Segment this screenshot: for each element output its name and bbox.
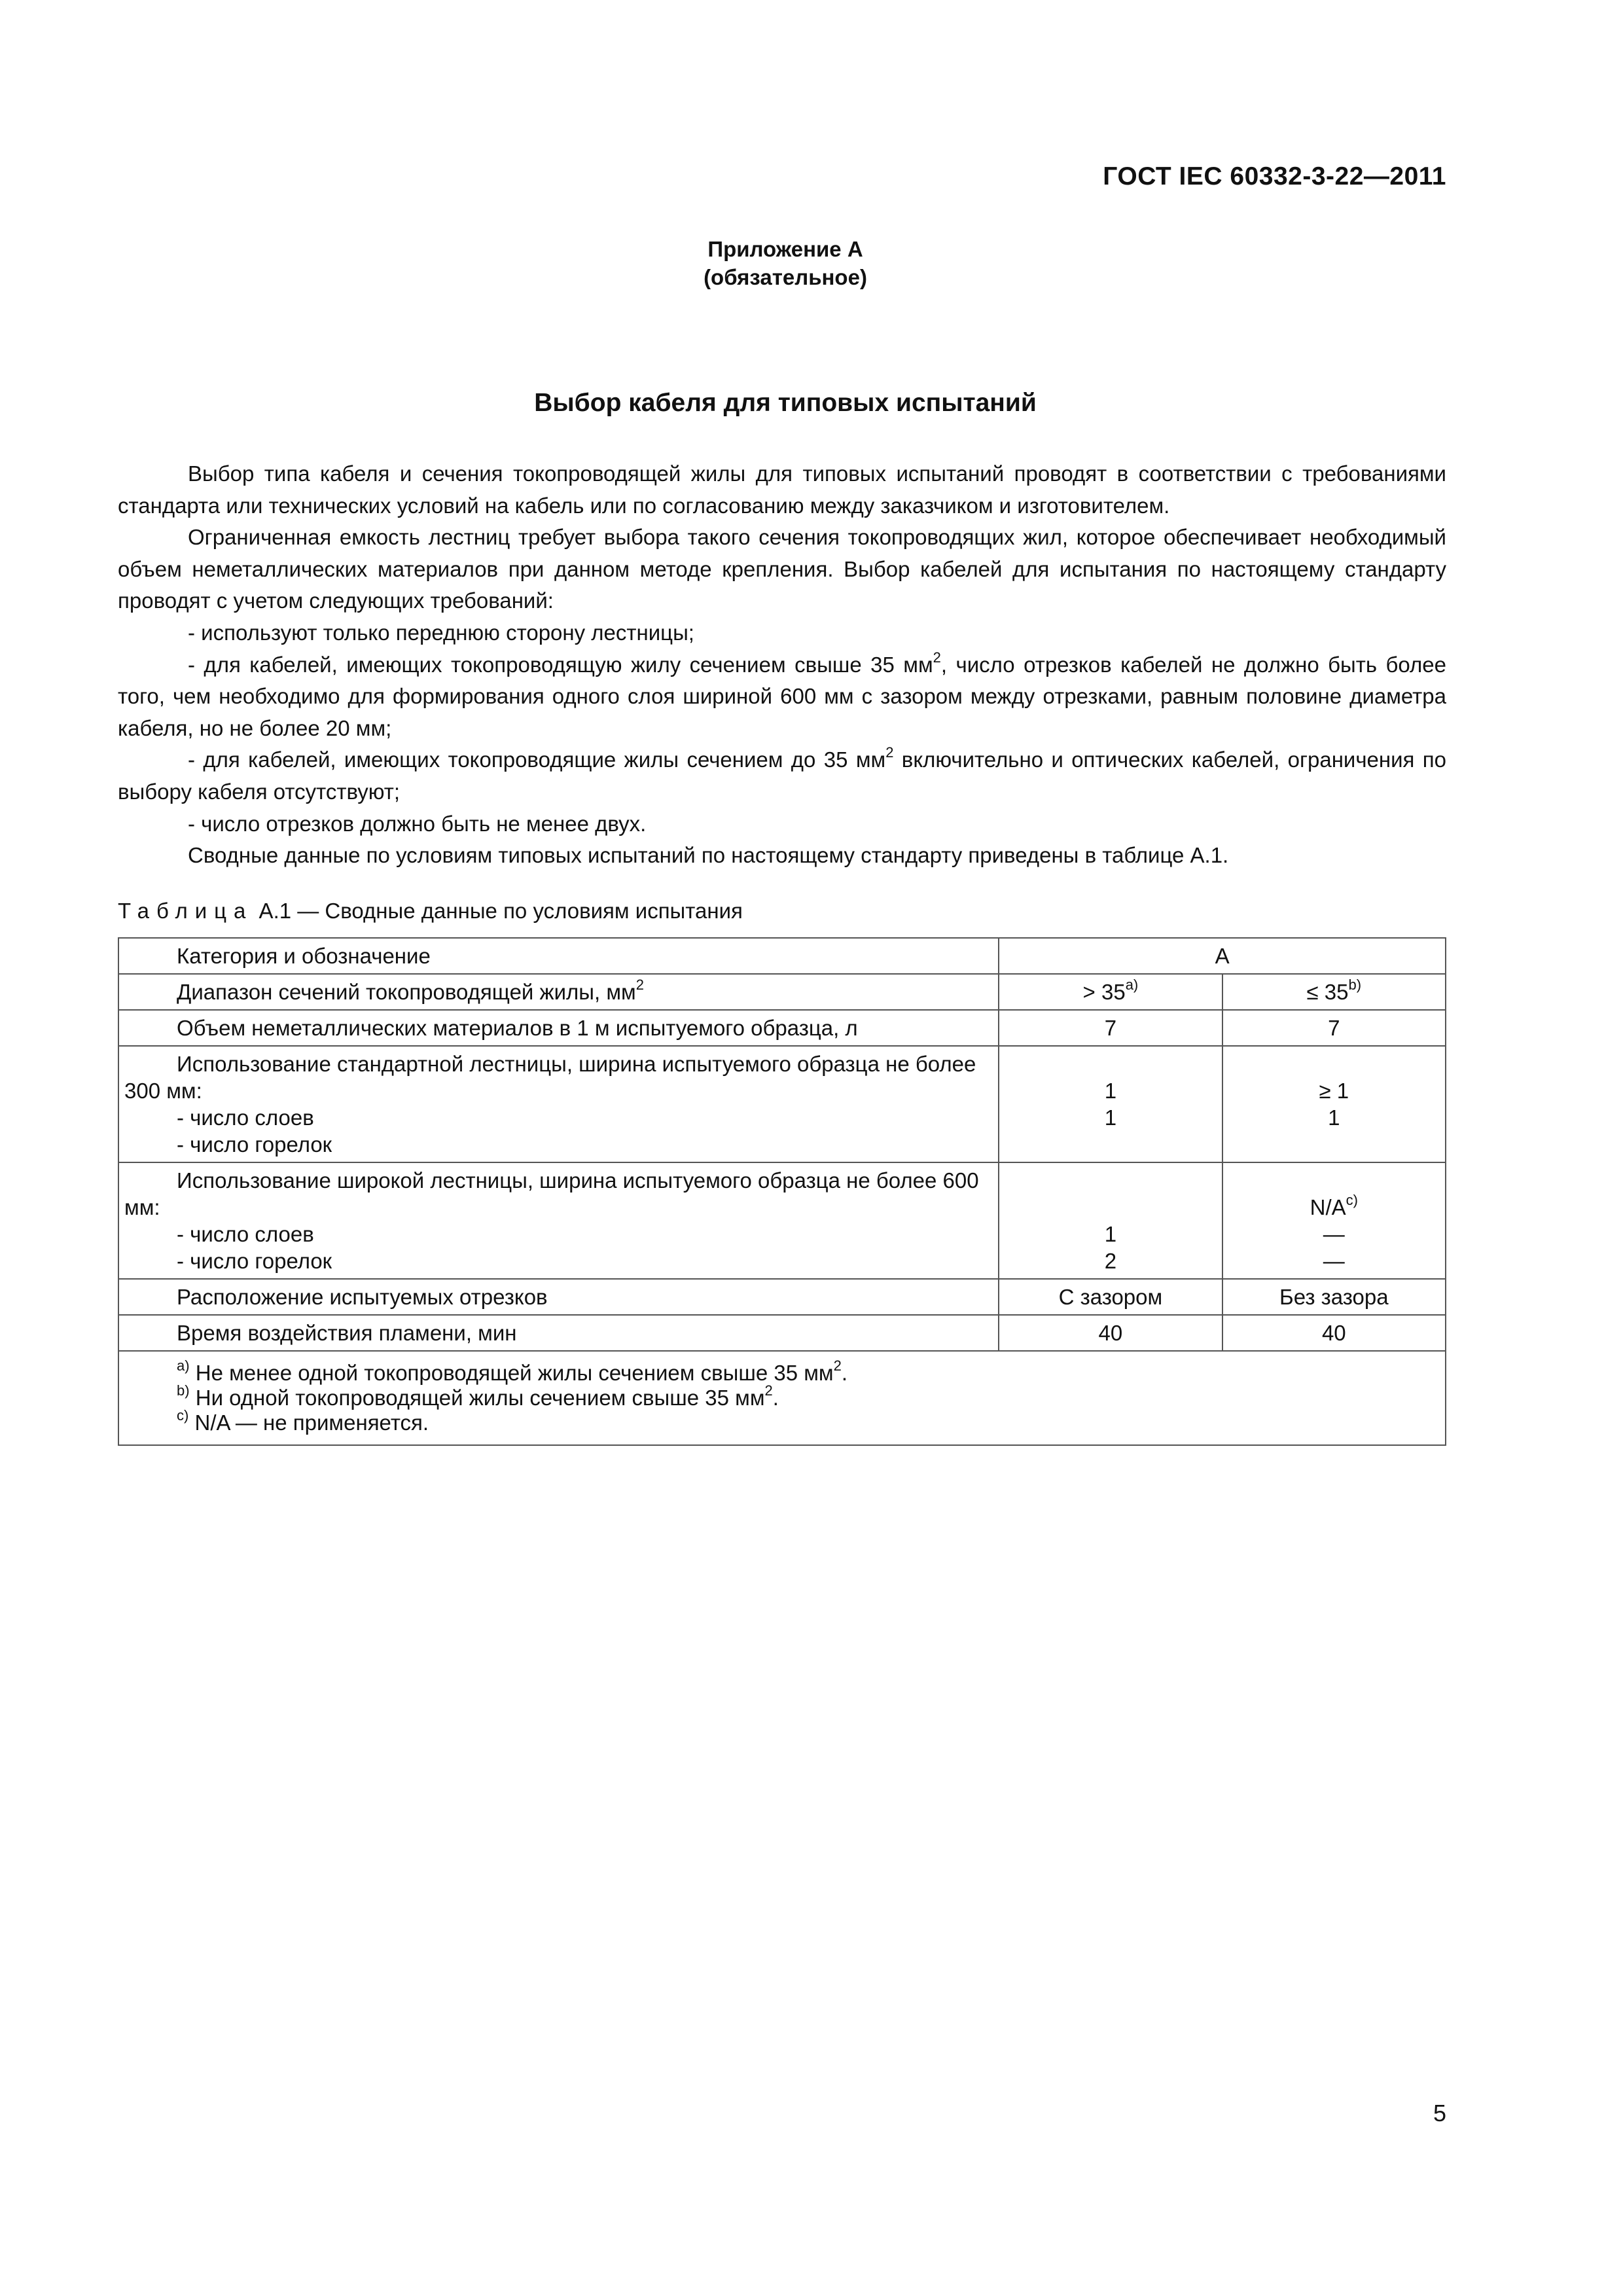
cell-value: 1 [1328, 1105, 1340, 1130]
footnote [177, 1382, 1440, 1410]
annex-status: (обязательное) [704, 265, 867, 289]
annex-title: Приложение А [707, 237, 863, 261]
table-cell [999, 1046, 1222, 1162]
cell-value: ≥ 1 [1319, 1079, 1349, 1103]
list-item: - число отрезков должно быть не менее двух. [188, 811, 647, 836]
footnote-ref: a) [1125, 977, 1139, 993]
text: ≤ 35 [1306, 980, 1349, 1004]
table-cell [118, 974, 999, 1010]
cell-value: 1 [1104, 1105, 1117, 1130]
page-number: 5 [1433, 2100, 1446, 2126]
table-cell [1222, 974, 1446, 1010]
table-cell [1222, 1046, 1446, 1162]
list-item [118, 744, 1446, 808]
table-cell [118, 1162, 999, 1279]
cell-value: 1 [1104, 1222, 1117, 1246]
table-cell [999, 974, 1222, 1010]
table-cell [118, 1315, 999, 1351]
table-cell [118, 1010, 999, 1046]
body-text [118, 458, 1446, 872]
section-title: Выбор кабеля для типовых испытаний [534, 389, 1037, 417]
row-sublabel: - число горелок [177, 1249, 332, 1273]
cell-value: — [1323, 1249, 1345, 1273]
paragraph: Ограниченная емкость лестниц требует выбора такого сечения токопроводящих жил, которое обеспечивает необходимый объем неметаллических материалов при данном методе крепления. Выбор кабелей для испытания по настоящему стандарту проводят с учетом следующих требований: [118, 525, 1446, 613]
row-sublabel: - число слоев [177, 1222, 314, 1246]
paragraph: Сводные данные по условиям типовых испытаний по настоящему стандарту приведены в таблице А.1. [188, 843, 1229, 868]
spacer [1005, 1167, 1216, 1194]
text: . [772, 1386, 779, 1410]
superscript: 2 [764, 1382, 773, 1399]
table-cell: Без зазора [1222, 1279, 1446, 1315]
table-row [118, 974, 1446, 1010]
table-cell [1222, 1162, 1446, 1279]
row-label: Объем неметаллических материалов в 1 м испытуемого образца, л [177, 1016, 858, 1040]
text: . [841, 1361, 848, 1385]
text: Не менее одной токопроводящей жилы сечением свыше 35 мм [189, 1361, 834, 1385]
list-item: - используют только переднюю сторону лестницы; [188, 620, 694, 645]
table-row [118, 1351, 1446, 1445]
table-notes [118, 1351, 1446, 1445]
table-row [118, 938, 1446, 974]
footnote-ref: c) [1346, 1192, 1358, 1208]
superscript: 2 [885, 744, 894, 761]
text: N/A [1310, 1195, 1346, 1219]
superscript: 2 [933, 649, 941, 666]
table-caption-text: А.1 — Сводные данные по условиям испытания [253, 899, 743, 923]
row-label: Расположение испытуемых отрезков [177, 1285, 548, 1309]
text: > 35 [1082, 980, 1126, 1004]
spacer [1228, 1167, 1440, 1194]
table-caption [118, 899, 743, 924]
text: , число отрезков кабелей не должно быть более того, чем необходимо для формирования одного слоя шириной 600 мм с зазором между отрезками, равным половине диаметра кабеля, но не более 20 мм; [118, 652, 1446, 740]
spacer [1005, 1194, 1216, 1221]
table-row [118, 1315, 1446, 1351]
row-label: Использование широкой лестницы, ширина испытуемого образца не более 600 мм: [124, 1168, 979, 1219]
standard-number: ГОСТ IEC 60332-3-22—2011 [1103, 162, 1446, 190]
row-label [124, 978, 644, 1005]
table-cell [118, 1279, 999, 1315]
table-caption-label: Таблица [118, 899, 253, 923]
table-cell: С зазором [999, 1279, 1222, 1315]
text: Ни одной токопроводящей жилы сечением свыше 35 мм [189, 1386, 765, 1410]
spacer [1005, 1050, 1216, 1077]
paragraph: Выбор типа кабеля и сечения токопроводящей жилы для типовых испытаний проводят в соответствии с требованиями стандарта или технических условий на кабель или по согласованию между заказчиком и изготовителем. [118, 461, 1446, 518]
text: Диапазон сечений токопроводящей жилы, мм [177, 980, 636, 1004]
footnote-ref: b) [1348, 977, 1362, 993]
text: включительно и оптических кабелей, ограничения по выбору кабеля отсутствуют; [118, 747, 1447, 804]
text: - для кабелей, имеющих токопроводящую жилу сечением свыше 35 мм [188, 652, 933, 677]
table-cell [118, 938, 999, 974]
superscript: 2 [635, 977, 644, 993]
table-cell: 40 [999, 1315, 1222, 1351]
table-cell: 7 [999, 1010, 1222, 1046]
footnote-mark: c) [177, 1407, 189, 1424]
footnote-mark: b) [177, 1382, 190, 1399]
text: N/A — не применяется. [188, 1410, 429, 1435]
row-label: Использование стандартной лестницы, ширина испытуемого образца не более 300 мм: [124, 1052, 976, 1103]
row-sublabel: - число горелок [177, 1132, 332, 1157]
table-cell: 7 [1222, 1010, 1446, 1046]
table-row [118, 1162, 1446, 1279]
cell-value: — [1323, 1222, 1345, 1246]
cell-value: 1 [1104, 1079, 1117, 1103]
table-cell: 40 [1222, 1315, 1446, 1351]
table-row [118, 1279, 1446, 1315]
table-row [118, 1046, 1446, 1162]
footnote [177, 1357, 1440, 1386]
superscript: 2 [833, 1357, 842, 1374]
footnote [177, 1407, 1440, 1435]
table-cell: A [999, 938, 1446, 974]
cell-value: 2 [1104, 1249, 1117, 1273]
row-label: Время воздействия пламени, мин [177, 1321, 517, 1345]
spacer [1228, 1050, 1440, 1077]
cell-value [1228, 1194, 1440, 1221]
text: - для кабелей, имеющих токопроводящие жилы сечением до 35 мм [188, 747, 886, 772]
table-row [118, 1010, 1446, 1046]
row-sublabel: - число слоев [177, 1105, 314, 1130]
table-cell [118, 1046, 999, 1162]
table-cell [999, 1162, 1222, 1279]
footnote-mark: a) [177, 1357, 190, 1374]
summary-table [118, 937, 1446, 1446]
list-item [118, 649, 1446, 745]
row-label: Категория и обозначение [177, 944, 431, 968]
